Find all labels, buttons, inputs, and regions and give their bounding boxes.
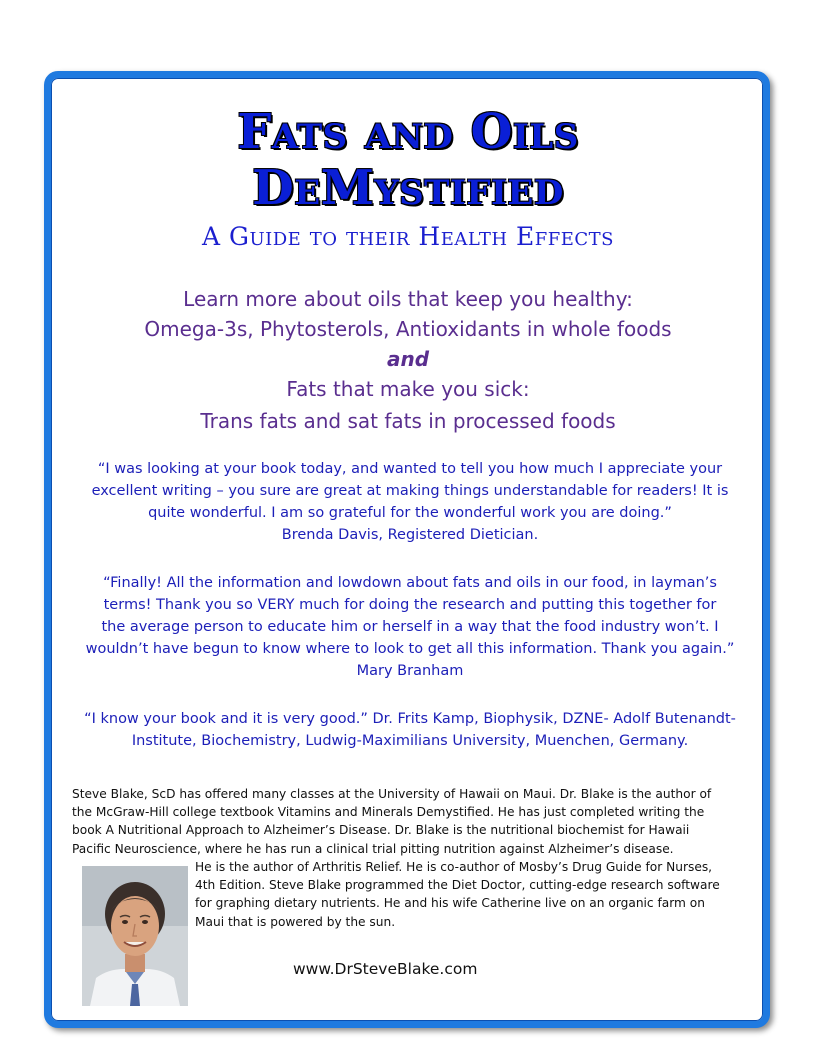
testimonial-frits-kamp xyxy=(60,708,760,752)
testimonial-line: “Finally! All the information and lowdown about fats and oils in our food, in layman’s xyxy=(103,575,717,591)
testimonial-line: excellent writing – you sure are great at making things understandable for readers! It is xyxy=(91,483,729,499)
testimonial-line: quite wonderful. I am so grateful for the wonderful work you are doing.” xyxy=(148,505,672,521)
testimonial-attribution: Mary Branham xyxy=(356,663,464,679)
author-bio-wrapped xyxy=(195,858,720,931)
bio-line: the McGraw-Hill college textbook Vitamins and Minerals Demystified. He has just completed writing the xyxy=(72,805,705,820)
author-portrait-image xyxy=(82,866,188,1006)
promo-line-4: Trans fats and sat fats in processed foods xyxy=(200,409,616,433)
testimonial-line: terms! Thank you so VERY much for doing the research and putting this together for xyxy=(103,597,717,613)
title-line-2: DeMystified xyxy=(252,160,564,216)
bio-line: Steve Blake, ScD has offered many classes at the University of Hawaii on Maui. Dr. Blake is the author of xyxy=(72,787,712,801)
testimonial-line: “I was looking at your book today, and wanted to tell you how much I appreciate your xyxy=(97,461,723,477)
testimonial-mary-branham xyxy=(60,572,760,682)
testimonial-brenda-davis xyxy=(60,458,760,546)
bio-line: for graphing dietary nutrients. He and his wife Catherine live on an organic farm on xyxy=(195,896,705,911)
website-url: www.DrSteveBlake.com xyxy=(293,960,478,978)
bio-line: 4th Edition. Steve Blake programmed the Diet Doctor, cutting-edge research software xyxy=(195,878,720,893)
testimonial-attribution: Brenda Davis, Registered Dietician. xyxy=(281,527,539,543)
bio-line: Maui that is powered by the sun. xyxy=(195,914,396,929)
author-photo xyxy=(82,866,188,1006)
promo-and: and xyxy=(386,347,430,371)
testimonial-line: “I know your book and it is very good.” Dr. Frits Kamp, Biophysik, DZNE- Adolf Butenandt- xyxy=(84,711,736,727)
title-line-1: Fats and Oils xyxy=(237,104,579,160)
promo-line-2: Omega-3s, Phytosterols, Antioxidants in whole foods xyxy=(144,317,672,341)
testimonial-line: wouldn’t have begun to know where to look to get all this information. Thank you again.” xyxy=(85,641,735,657)
bio-line: Pacific Neuroscience, where he has run a clinical trial pitting nutrition against Alzheimer’s disease. xyxy=(72,841,674,856)
subtitle: A Guide to their Health Effects xyxy=(202,222,614,251)
testimonial-line: Institute, Biochemistry, Ludwig-Maximilians University, Muenchen, Germany. xyxy=(131,733,689,749)
promo-line-3: Fats that make you sick: xyxy=(286,377,530,401)
bio-line: He is the author of Arthritis Relief. He is co-author of Mosby’s Drug Guide for Nurses, xyxy=(195,860,713,874)
promo-line-1: Learn more about oils that keep you healthy: xyxy=(183,287,633,311)
bio-line: book A Nutritional Approach to Alzheimer’s Disease. Dr. Blake is the nutritional biochemist for Hawaii xyxy=(72,823,690,838)
author-bio-full-width xyxy=(72,785,711,858)
testimonial-line: the average person to educate him or herself in a way that the food industry won’t. I xyxy=(101,619,719,635)
